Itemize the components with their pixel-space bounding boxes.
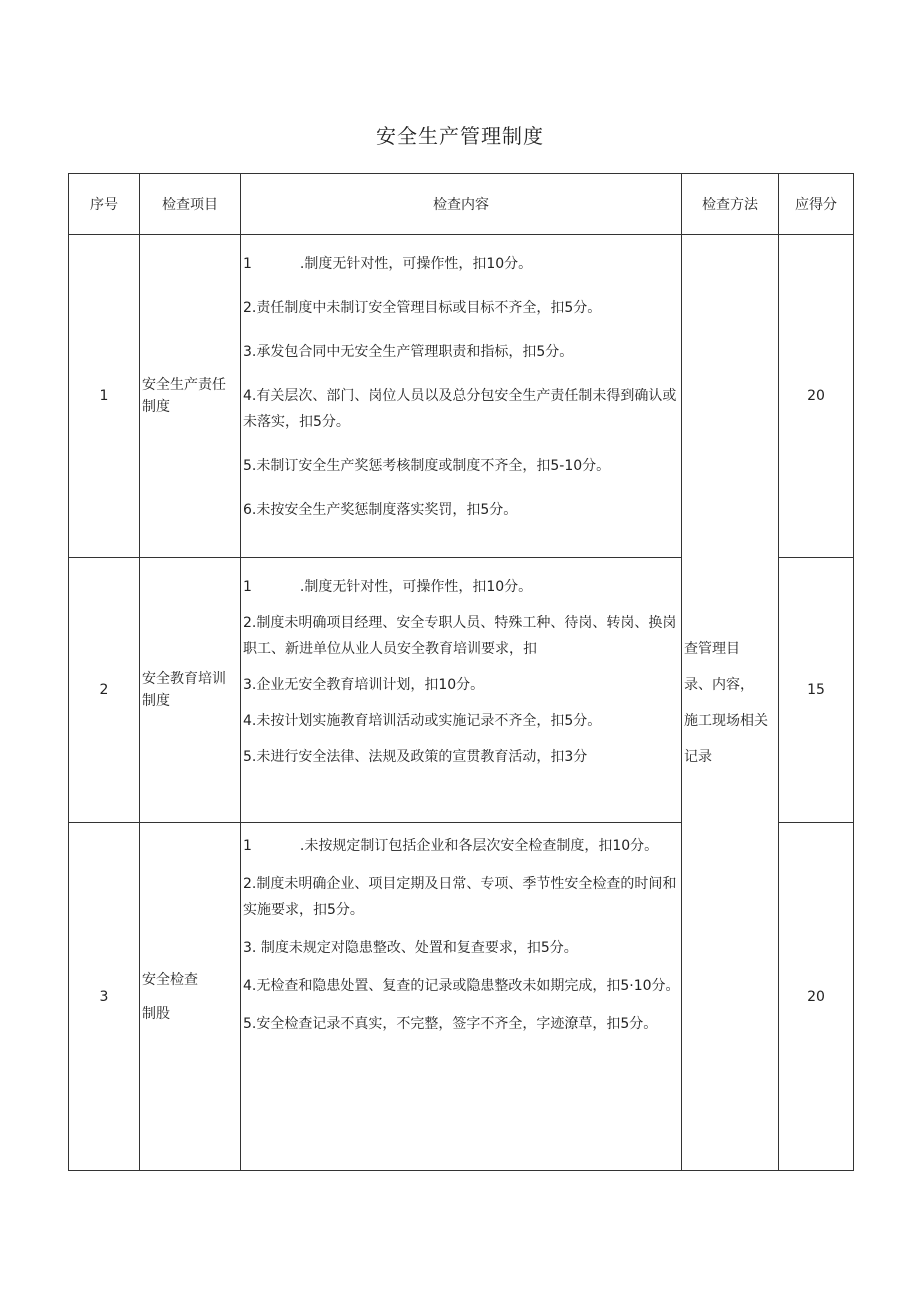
row-score: 20 [779, 823, 854, 1171]
content-line: 1 .制度无针对性，可操作性，扣10分。 [243, 579, 533, 595]
content-line: 2.责任制度中未制订安全管理目标或目标不齐全，扣5分。 [243, 300, 602, 316]
method-cell [682, 235, 779, 1171]
content-line: 2.制度未明确企业、项目定期及日常、专项、季节性安全检查的时间和实施要求，扣5分。 [243, 876, 677, 918]
content-line: 4.无检查和隐患处置、复查的记录或隐患整改未如期完成，扣5·10分。 [243, 978, 680, 994]
row-item-line: 制度 [142, 693, 170, 709]
row-content [241, 558, 682, 823]
row-item-line: 安全检查 [142, 971, 198, 988]
row-item-line: 制股 [142, 1005, 170, 1022]
row-score: 15 [779, 558, 854, 823]
content-line: 3.企业无安全教育培训计划，扣10分。 [243, 677, 485, 693]
header-item: 检查项目 [140, 174, 241, 235]
row-no: 2 [69, 558, 140, 823]
table-header-row [69, 174, 854, 235]
content-line: 5.未进行安全法律、法规及政策的宣贯教育活动，扣3分 [243, 749, 588, 765]
content-line: 4.有关层次、部门、岗位人员以及总分包安全生产责任制未得到确认或未落实，扣5分。 [243, 388, 677, 430]
content-line: 3.承发包合同中无安全生产管理职责和指标，扣5分。 [243, 344, 574, 360]
row-item-line: 安全教育培训 [142, 671, 226, 687]
row-no: 3 [69, 823, 140, 1171]
content-line: 1 .制度无针对性，可操作性，扣10分。 [243, 256, 533, 272]
method-line: 查管理目 [684, 640, 740, 657]
header-content: 检查内容 [241, 174, 682, 235]
row-item [140, 823, 241, 1171]
content-line: 2.制度未明确项目经理、安全专职人员、特殊工种、待岗、转岗、换岗职工、新进单位从业人员安全教育培训要求，扣 [243, 615, 677, 657]
content-line: 3. 制度未规定对隐患整改、处置和复查要求，扣5分。 [243, 940, 578, 956]
row-content [241, 823, 682, 1171]
content-line: 6.未按安全生产奖惩制度落实奖罚，扣5分。 [243, 502, 518, 518]
row-item [140, 558, 241, 823]
method-line: 录、内容， [684, 676, 754, 693]
row-no: 1 [69, 235, 140, 558]
row-content [241, 235, 682, 558]
row-item-line: 制度 [142, 399, 170, 415]
row-score: 20 [779, 235, 854, 558]
table-row [69, 235, 854, 558]
content-line: 5.未制订安全生产奖惩考核制度或制度不齐全，扣5-10分。 [243, 458, 611, 474]
row-item-line: 安全生产责任 [142, 377, 226, 393]
content-line: 4.未按计划实施教育培训活动或实施记录不齐全，扣5分。 [243, 713, 602, 729]
page-title: 安全生产管理制度 [376, 124, 544, 148]
method-line: 记录 [684, 748, 712, 765]
inspection-table [68, 173, 854, 1171]
header-score: 应得分 [779, 174, 854, 235]
header-method: 检查方法 [682, 174, 779, 235]
row-item [140, 235, 241, 558]
method-line: 施工现场相关 [684, 712, 768, 729]
content-line: 1 .未按规定制订包括企业和各层次安全检查制度，扣10分。 [243, 838, 659, 854]
content-line: 5.安全检查记录不真实，不完整，签字不齐全，字迹潦草，扣5分。 [243, 1016, 658, 1032]
header-no: 序号 [69, 174, 140, 235]
